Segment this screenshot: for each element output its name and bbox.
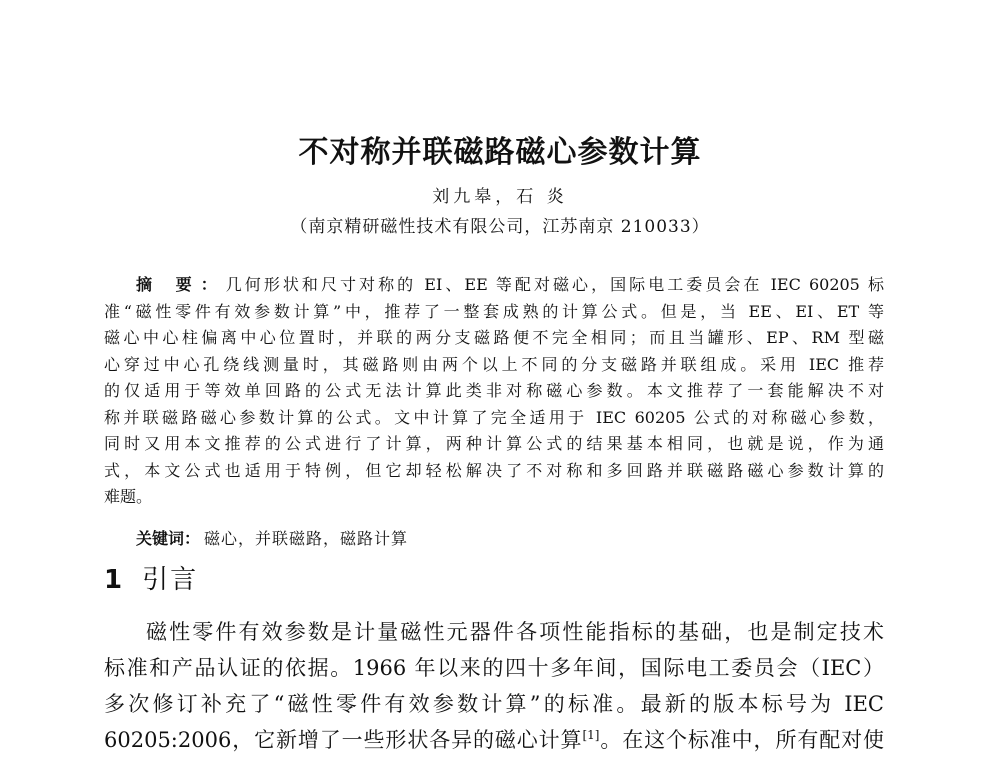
body-line: 标准和产品认证的依据。1966 年以来的四十多年间，国际电工委员会（IEC） (104, 656, 884, 680)
section-number: 1 (104, 565, 123, 595)
body-text: 60205:2006，它新增了一些形状各异的磁心计算 (104, 728, 583, 752)
body-line (104, 722, 884, 758)
affiliation: （南京精研磁性技术有限公司，江苏南京 210033） (290, 217, 710, 237)
abstract-line: 式，本文公式也适用于特例，但它却轻松解决了不对称和多回路并联磁路磁心参数计算的 (104, 460, 884, 480)
abstract-line: 准“磁性零件有效参数计算”中，推荐了一整套成熟的计算公式。但是，当 EE、EI、ET 等 (104, 301, 884, 321)
abstract-line: 称并联磁路磁心参数计算的公式。文中计算了完全适用于 IEC 60205 公式的对称磁心参数， (104, 407, 884, 427)
paper-title: 不对称并联磁路磁心参数计算 (298, 135, 702, 170)
body-line: 磁性零件有效参数是计量磁性元器件各项性能指标的基础，也是制定技术 (146, 620, 884, 644)
abstract-line: 难题。 (104, 487, 153, 506)
abstract-text: 几何形状和尺寸对称的 EI、EE 等配对磁心，国际电工委员会在 IEC 60205 标 (225, 275, 884, 294)
body-line: 多次修订补充了“磁性零件有效参数计算”的标准。最新的版本标号为 IEC (104, 692, 884, 716)
body-text: 。在这个标准中，所有配对使 (599, 728, 884, 752)
keywords (136, 527, 408, 551)
authors: 刘九皋，石 炎 (432, 187, 568, 207)
section-title: 引言 (142, 565, 199, 595)
abstract-line: 心穿过中心孔绕线测量时，其磁路则由两个以上不同的分支磁路并联组成。采用 IEC 推荐 (104, 354, 884, 374)
section-heading (104, 560, 198, 600)
section-body (104, 614, 884, 758)
keywords-label: 关键词： (136, 529, 201, 548)
abstract-line: 的仅适用于等效单回路的公式无法计算此类非对称磁心参数。本文推荐了一套能解决不对 (104, 381, 884, 400)
abstract-line: 同时又用本文推荐的公式进行了计算，两种计算公式的结果基本相同，也就是说，作为通 (104, 434, 884, 453)
abstract-line (104, 272, 884, 299)
keywords-value: 磁心，并联磁路，磁路计算 (204, 529, 409, 548)
abstract-line: 磁心中心柱偏离中心位置时，并联的两分支磁路便不完全相同；而且当罐形、EP、RM 型磁 (104, 328, 884, 347)
abstract (104, 272, 884, 511)
abstract-label: 摘 要： (136, 275, 226, 294)
citation-ref: [1] (582, 728, 600, 742)
